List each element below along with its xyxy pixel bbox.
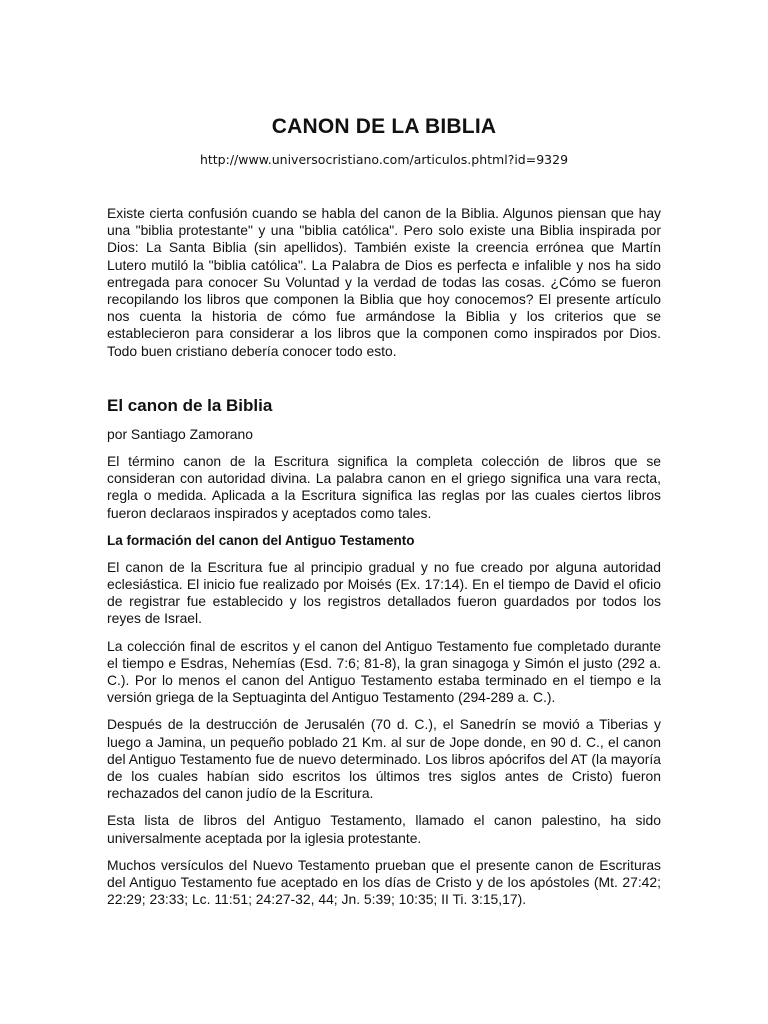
document-body — [107, 205, 661, 919]
document-title: CANON DE LA BIBLIA — [271, 115, 497, 138]
body-paragraph: El canon de la Escritura fue al principio gradual y no fue creado por alguna autoridad eclesiástica. El inicio fue realizado por Moisés (Ex. 17:14). En el tiempo de David el oficio de registrar fue establecido y los registros detallados fueron guardados por todos los reyes de Israel. — [107, 558, 661, 627]
body-paragraph: Muchos versículos del Nuevo Testamento prueban que el presente canon de Escrituras del Antiguo Testamento fue aceptado en los días de Cristo y de los apóstoles (Mt. 27:42; 22:29; 23:33; Lc. 11:51; 24:27-32, 44; Jn. 5:39; 10:35; II Ti. 3:15,17). — [107, 856, 661, 908]
body-paragraph: Después de la destrucción de Jerusalén (70 d. C.), el Sanedrín se movió a Tiberias y luego a Jamina, un pequeño poblado 21 Km. al sur de Jope donde, en 90 d. C., el canon del Antiguo Testamento fue de nuevo determinado. Los libros apócrifos del AT (la mayoría de los cuales habían sido escritos los últimos tres siglos antes de Cristo) fueron rechazados del canon judío de la Escritura. — [107, 716, 661, 802]
section-heading: El canon de la Biblia — [107, 395, 273, 415]
body-paragraph: Esta lista de libros del Antiguo Testamento, llamado el canon palestino, ha sido universalmente aceptada por la iglesia protestante. — [107, 812, 661, 846]
body-paragraph: La colección final de escritos y el canon del Antiguo Testamento fue completado durante el tiempo e Esdras, Nehemías (Esd. 7:6; 81-8), la gran sinagoga y Simón el justo (292 a. C.). Por lo menos el canon del Antiguo Testamento estaba terminado en el tiempo e la versión griega de la Septuaginta del Antiguo Testamento (294-289 a. C.). — [107, 637, 661, 706]
source-url: http://www.universocristiano.com/articulos.phtml?id=9329 — [199, 152, 569, 167]
definition-paragraph: El término canon de la Escritura significa la completa colección de libros que se consideran con autoridad divina. La palabra canon en el griego significa una vara recta, regla o medida. Aplicada a la Escritura significa las reglas por las cuales ciertos libros fueron declaraos inspirados y aceptados como tales. — [107, 453, 661, 521]
subheading: La formación del canon del Antiguo Testamento — [107, 532, 415, 548]
intro-paragraph: Existe cierta confusión cuando se habla del canon de la Biblia. Algunos piensan que hay una "biblia protestante" y una "biblia católica". Pero solo existe una Biblia inspirada por Dios: La Santa Biblia (sin apellidos). También existe la creencia errónea que Martín Lutero mutiló la "biblia católica". La Palabra de Dios es perfecta e infalible y nos ha sido entregada para conocer Su Voluntad y la verdad de todas las cosas. ¿Cómo se fueron recopilando los libros que componen la Biblia que hoy conocemos? El presente artículo nos cuenta la historia de cómo fue armándose la Biblia y los criterios que se establecieron para considerar a los libros que la componen como inspirados por Dios. Todo buen cristiano debería conocer todo esto. — [107, 205, 661, 359]
author-line: por Santiago Zamorano — [107, 425, 253, 442]
